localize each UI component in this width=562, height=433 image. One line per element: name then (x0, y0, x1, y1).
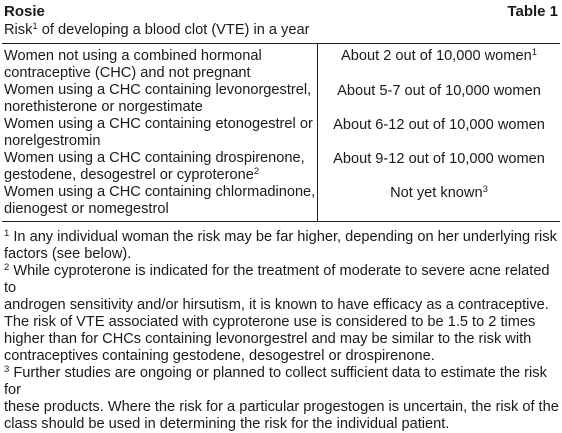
table-row (2, 82, 560, 116)
risk-table (2, 43, 560, 222)
footnote-ref: 3 (482, 184, 488, 195)
footnote-ref: 1 (531, 47, 537, 58)
row-description-line: Women using a CHC containing drospirenone, (4, 150, 305, 166)
document-header (4, 3, 558, 21)
subtitle-text-post: of developing a blood clot (VTE) in a year (37, 22, 310, 38)
row-description (2, 116, 318, 150)
document-title: Rosie (4, 3, 45, 20)
table-row (2, 184, 560, 221)
row-risk-value: About 5-7 out of 10,000 women (337, 83, 541, 99)
row-risk-value: About 9-12 out of 10,000 women (333, 151, 545, 167)
footnote-1: $^1$ In any individual woman the risk may be far higher, depending on her underlying risk factors (see below). (4, 228, 557, 262)
footnote-marker: 1 (4, 228, 10, 239)
row-description-line: Women using a CHC containing etonogestrel or (4, 116, 313, 132)
table-row (2, 44, 560, 82)
row-description-line: norethisterone or norgestimate (4, 99, 203, 115)
row-description (2, 150, 318, 184)
subtitle-footnote-ref: 1 (32, 21, 38, 32)
row-description (2, 82, 318, 116)
subtitle-text-pre: Risk (4, 22, 33, 38)
table-row (2, 150, 560, 184)
footnote-2: $^2$ While cyproterone is indicated for the treatment of moderate to severe acne related to androgen sensitivity and/or hirsutism, it is known to have efficacy as a contraceptive. The risk of VTE associated with cyproterone use is considered to be 1.5 to 2 times higher than for CHCs containing levonorgestrel and may be similar to the risk with contraceptives containing gestodene, desogestrel or drospirenone. (4, 262, 550, 364)
footnote-marker: 3 (4, 364, 10, 375)
table-label: Table 1 (507, 3, 558, 20)
row-description-line: Women not using a combined hormonal (4, 48, 262, 64)
row-description-line: norelgestromin (4, 133, 101, 149)
table-row (2, 116, 560, 150)
footnotes (4, 229, 560, 433)
row-description (2, 44, 318, 82)
row-risk-value: About 2 out of 10,000 women$^1$ (341, 47, 537, 64)
footnote-ref: 2 (253, 166, 260, 177)
table-subtitle (4, 22, 309, 39)
row-risk-value: About 6-12 out of 10,000 women (333, 117, 545, 133)
footnote-3: $^3$ Further studies are ongoing or planned to collect sufficient data to estimate the risk for these products. Where the risk for a particular progestogen is uncertain, the risk of the class should be used in determining the risk for the individual patient. (4, 364, 559, 432)
row-description-line: contraceptive (CHC) and not pregnant (4, 65, 251, 81)
row-description-line: gestodene, desogestrel or cyproterone$^2$ (4, 166, 260, 183)
row-description-line: Women using a CHC containing chlormadinone, (4, 184, 316, 200)
row-description-line: Women using a CHC containing levonorgestrel, (4, 82, 312, 98)
row-risk-value: Not yet known$^3$ (390, 184, 488, 201)
row-description-line: dienogest or nomegestrol (4, 201, 169, 217)
row-description (2, 184, 318, 221)
footnote-marker: 2 (4, 262, 10, 273)
